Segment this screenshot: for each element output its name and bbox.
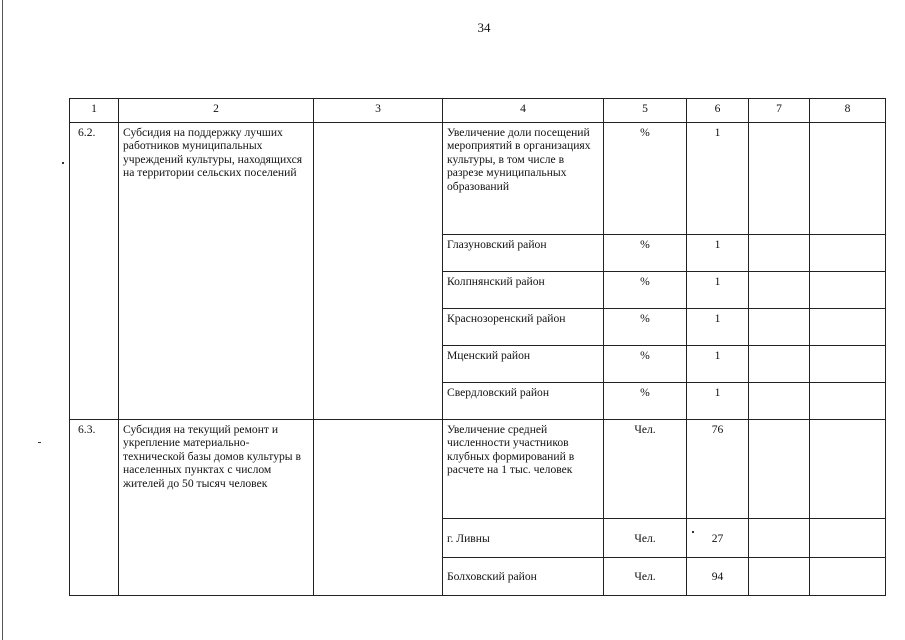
indicator-text: Увеличение доли посещений мероприятий в организациях культуры, в том числе в разрезе муниципальных образований: [443, 123, 604, 235]
col8-cell: [810, 235, 886, 272]
page-left-edge: [2, 0, 3, 640]
unit-cell: %: [604, 383, 687, 420]
unit-cell: %: [604, 272, 687, 309]
section-number: 6.2.: [70, 123, 119, 420]
col7-cell: [749, 272, 810, 309]
col8-cell: [810, 420, 886, 519]
col8-cell: [810, 383, 886, 420]
header-cell-8: 8: [810, 99, 886, 123]
section-col3: [314, 420, 443, 596]
indicator-text: Увеличение средней численности участников клубных формирований в расчете на 1 тыс. человек: [443, 420, 604, 519]
indicator-text: Мценский район: [443, 346, 604, 383]
col8-cell: [810, 123, 886, 235]
unit-cell: Чел.: [604, 519, 687, 558]
section-col3: [314, 123, 443, 420]
table-row: [70, 420, 886, 519]
page-number: 34: [477, 20, 491, 35]
unit-cell: Чел.: [604, 420, 687, 519]
unit-cell: %: [604, 309, 687, 346]
col8-cell: [810, 346, 886, 383]
unit-cell: Чел.: [604, 558, 687, 596]
header-row: [70, 99, 886, 123]
scan-speck: [38, 442, 41, 443]
section-title: Субсидия на текущий ремонт и укрепление материально-технической базы домов культуры в населенных пунктах с числом жителей до 50 тысяч человек: [119, 420, 314, 596]
header-cell-4: 4: [443, 99, 604, 123]
unit-cell: %: [604, 235, 687, 272]
value-cell: 1: [687, 272, 749, 309]
indicator-text: г. Ливны: [443, 519, 604, 558]
col8-cell: [810, 519, 886, 558]
value-cell: 94: [687, 558, 749, 596]
section-title: Субсидия на поддержку лучших работников муниципальных учреждений культуры, находящихся на территории сельских поселений: [119, 123, 314, 420]
value-cell: 1: [687, 383, 749, 420]
header-cell-3: 3: [314, 99, 443, 123]
col8-cell: [810, 272, 886, 309]
indicator-text: Краснозоренский район: [443, 309, 604, 346]
indicator-text: Глазуновский район: [443, 235, 604, 272]
col7-cell: [749, 519, 810, 558]
col8-cell: [810, 309, 886, 346]
col7-cell: [749, 123, 810, 235]
col7-cell: [749, 558, 810, 596]
value-cell: 27: [687, 519, 749, 558]
header-cell-1: 1: [70, 99, 119, 123]
indicator-text: Болховский район: [443, 558, 604, 596]
header-cell-7: 7: [749, 99, 810, 123]
col7-cell: [749, 420, 810, 519]
indicator-text: Колпнянский район: [443, 272, 604, 309]
header-cell-5: 5: [604, 99, 687, 123]
indicators-table: [69, 98, 886, 596]
indicator-text: Свердловский район: [443, 383, 604, 420]
col7-cell: [749, 346, 810, 383]
value-cell: 1: [687, 346, 749, 383]
col7-cell: [749, 235, 810, 272]
scan-speck: [62, 162, 64, 164]
unit-cell: %: [604, 346, 687, 383]
table-row: [70, 123, 886, 235]
col7-cell: [749, 309, 810, 346]
value-cell: 76: [687, 420, 749, 519]
col7-cell: [749, 383, 810, 420]
value-cell: 1: [687, 235, 749, 272]
value-cell: 1: [687, 309, 749, 346]
section-number: 6.3.: [70, 420, 119, 596]
col8-cell: [810, 558, 886, 596]
header-cell-6: 6: [687, 99, 749, 123]
value-cell: 1: [687, 123, 749, 235]
header-cell-2: 2: [119, 99, 314, 123]
unit-cell: %: [604, 123, 687, 235]
